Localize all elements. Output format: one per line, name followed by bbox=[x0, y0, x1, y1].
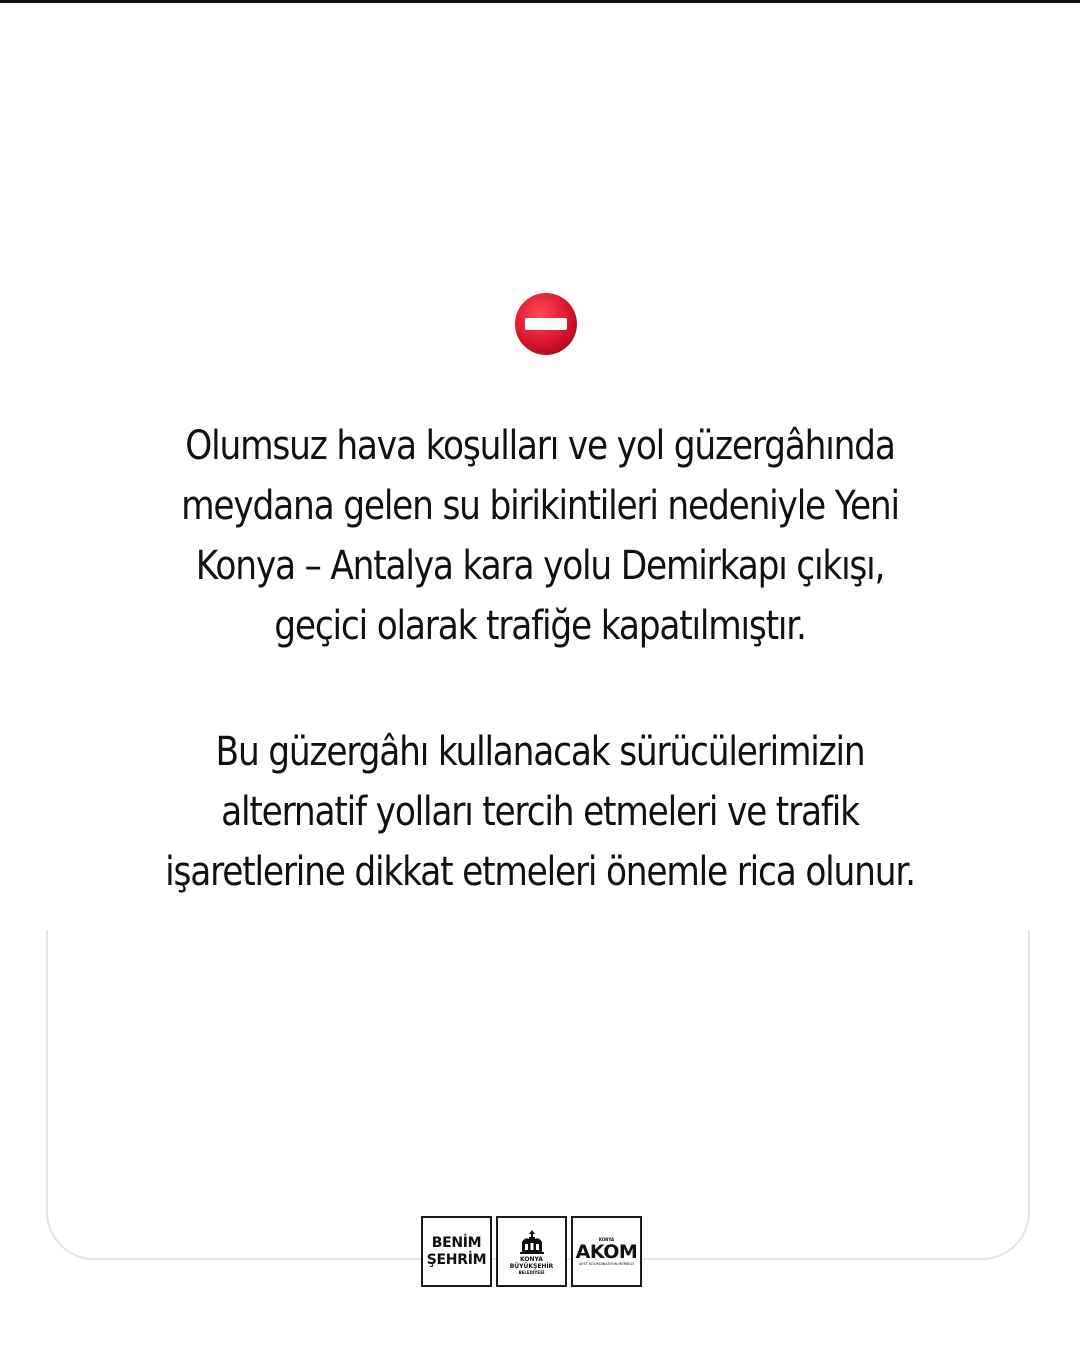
card-frame bbox=[46, 930, 1030, 1263]
logo-text: BENİM bbox=[431, 1234, 482, 1251]
benim-sehrim-logo bbox=[421, 1216, 492, 1287]
notice-line: geçici olarak trafiğe kapatılmıştır. bbox=[274, 603, 806, 649]
konya-buyuksehir-logo bbox=[496, 1216, 567, 1287]
advisory-line: işaretlerine dikkat etmeleri önemle rica olunur. bbox=[165, 849, 915, 895]
logo-text: ŞEHRİM bbox=[426, 1251, 487, 1268]
logo-text: KONYA bbox=[598, 1236, 615, 1242]
advisory-paragraph bbox=[153, 722, 927, 902]
advisory-line: Bu güzergâhı kullanacak sürücülerimizin bbox=[215, 729, 865, 775]
notice-line: Olumsuz hava koşulları ve yol güzergâhında bbox=[185, 423, 895, 469]
closure-notice-paragraph bbox=[153, 416, 927, 656]
top-divider bbox=[0, 0, 1080, 3]
konya-emblem-icon bbox=[517, 1228, 547, 1256]
logo-text: BELEDİYESİ bbox=[518, 1270, 545, 1275]
notice-line: Konya – Antalya kara yolu Demirkapı çıkışı, bbox=[195, 543, 885, 589]
logo-text: BÜYÜKŞEHİR bbox=[509, 1263, 554, 1270]
logo-text: AKOM bbox=[575, 1240, 638, 1263]
no-entry-icon bbox=[514, 292, 578, 356]
akom-logo bbox=[571, 1216, 642, 1287]
advisory-line: alternatif yolları tercih etmeleri ve trafik bbox=[221, 789, 859, 835]
notice-line: meydana gelen su birikintileri nedeniyle Yeni bbox=[181, 483, 899, 529]
logo-strip bbox=[421, 1216, 642, 1290]
logo-text: KONYA bbox=[520, 1256, 543, 1263]
logo-text: AFET KOORDİNASYON MERKEZİ bbox=[579, 1261, 634, 1266]
